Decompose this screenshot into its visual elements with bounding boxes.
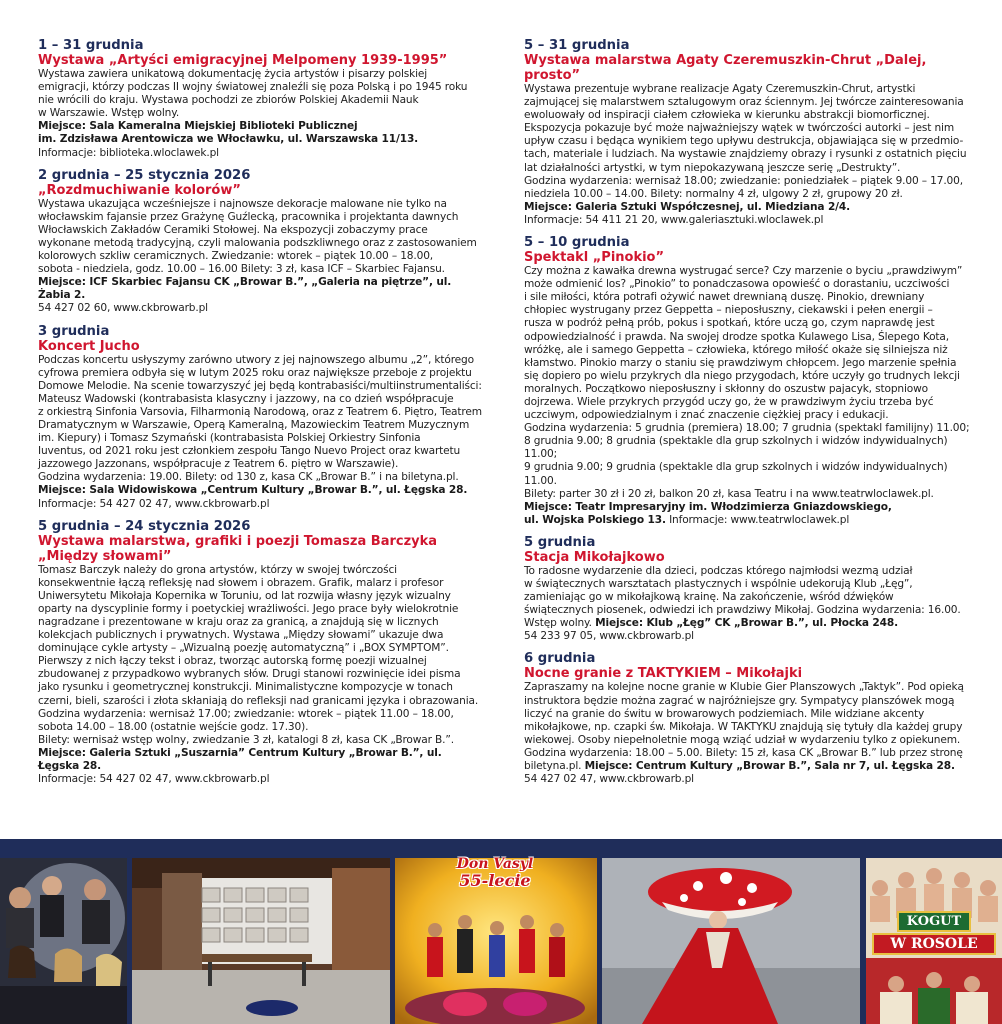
events-column-left	[38, 38, 486, 794]
event-description-text: Godzina wydarzenia: wernisaż 17.00; zwiedzanie: wtorek – piątek 11.00 – 18.00,	[38, 707, 454, 720]
event-description-line	[524, 604, 972, 617]
event-description-line	[38, 406, 486, 419]
event-info-line	[524, 214, 972, 227]
event-info-line	[524, 773, 972, 786]
event-description-line	[38, 577, 486, 590]
event-description-text: zamieniając go w mikołajkową krainę. Na zakończenie, wśród dźwięków	[524, 591, 894, 604]
event-description-line	[38, 471, 486, 484]
event-description-text: nagradzane i prezentowane w kraju oraz za granicą, a znajdują się w licznych	[38, 616, 439, 628]
event-description-line	[524, 265, 972, 278]
event-description-text: w świątecznych warsztatach plastycznych i wspólnie udekorują Klub „Łęg”,	[524, 578, 913, 590]
event-date: 5 grudnia – 24 stycznia 2026	[38, 518, 251, 534]
event-description-line	[524, 721, 972, 734]
photo-jucho-band	[0, 858, 127, 1024]
event-description	[38, 354, 486, 511]
event-description-text: lat działalności artystki, w tym niepokazywaną jeszcze serię „Destrukty”.	[524, 161, 901, 174]
event-venue: im. Zdzisława Arentowicza we Włocławku, ul. Warszawska 11/13.	[38, 133, 419, 146]
event-description-text: Wystawa prezentuje wybrane realizacje Agaty Czeremuszkin-Chrut, artystki	[524, 83, 916, 95]
event-description-line	[524, 488, 972, 501]
event-description-text: Bilety: parter 30 zł i 20 zł, balkon 20 zł, kasa Teatru i na www.teatrwloclawek.pl.	[524, 487, 934, 500]
event-description-line	[524, 188, 972, 201]
kogut-w-rosole-badge	[872, 910, 996, 956]
event-description-line	[524, 409, 972, 422]
event-title: Wystawa „Artyści emigracyjnej Melpomeny 1939-1995”	[38, 53, 448, 68]
event-description-line	[524, 304, 972, 317]
event-description-text: dojrzewa. Wiele przykrych przygód uczy go, że w prawdziwym życiu trzeba być	[524, 395, 934, 408]
event-description-text: świątecznych piosenek, odwiedzi ich prawdziwy Mikołaj. Godzina wydarzenia: 16.00.	[524, 604, 961, 617]
event-description-line	[524, 83, 972, 96]
event-description-text: jako rysunku i geometrycznej konstrukcji. Minimalistyczne kompozycje w tonach	[38, 681, 453, 694]
event-description-line	[38, 68, 486, 81]
event-venue-line	[38, 133, 486, 146]
event-description-text: Czy można z kawałka drewna wystrugać serce? Czy marzenie o byciu „prawdziwym”	[524, 265, 963, 278]
event-title: Wystawa malarstwa Agaty Czeremuszkin-Chrut „Dalej, prosto”	[524, 53, 927, 83]
event-description-text: Tomasz Barczyk należy do grona artystów, którzy w swojej twórczości	[38, 563, 397, 576]
event-description-line	[524, 278, 972, 291]
event-description-text: Zapraszamy na kolejne nocne granie w Klubie Gier Planszowych „Taktyk”. Pod opieką	[524, 681, 964, 694]
event-description-line	[524, 162, 972, 175]
event-description-line	[38, 81, 486, 94]
event-description-line	[524, 383, 972, 396]
event-description-text: zajmującej się malarstwem sztalugowym oraz ściennym. Jej twórcze zainteresowania	[524, 96, 964, 109]
event-description-line	[524, 370, 972, 383]
event-description-text: Dramatycznym w Warszawie, Operą Kameralną, Mazowieckim Teatrem Muzycznym	[38, 418, 470, 431]
event-description-text: moralnych. Początkowo nieposłuszny i skłonny do oszustw pajacyk, stopniowo	[524, 382, 928, 395]
event-description-line	[524, 681, 972, 694]
event-description-line	[524, 122, 972, 135]
event-description-text: rusza w podróż pełną prób, pokus i spotkań, które uczą go, czym naprawdę jest	[524, 317, 935, 330]
event-description-text: liczyć na granie do świtu w browarowych podziemiach. Mile widziane akcenty	[524, 707, 925, 720]
event-description-line	[38, 237, 486, 250]
event-description-text: im. Kiepury) i Tomasz Szymański (kontrabasista Polskiej Orkiestry Sinfonia	[38, 432, 421, 445]
event-description	[524, 565, 972, 644]
event-venue-line	[38, 120, 486, 133]
event-venue: ul. Wojska Polskiego 13.	[524, 513, 666, 526]
event-date: 6 grudnia	[524, 651, 596, 667]
event-description-line	[524, 109, 972, 122]
event-description-text: Wystawa zawiera unikatową dokumentację życia artystów i pisarzy polskiej	[38, 68, 428, 80]
event-title: Koncert Jucho	[38, 338, 140, 354]
event-description-text: jazzowego Jazzonans, współpracuje z Teatrem 6. piętro w Warszawie).	[38, 458, 399, 471]
event-description-line	[38, 668, 486, 681]
event-description-text: Domowe Melodie. Na scenie towarzyszyć jej będą kontrabasiści/multiinstrumentaliści:	[38, 379, 482, 392]
event-description-line	[524, 422, 972, 435]
event-venue-line	[524, 201, 972, 214]
event-description-line	[38, 734, 486, 747]
event-description-line	[38, 393, 486, 406]
event-description-line	[524, 317, 972, 330]
event-description-text: To radosne wydarzenie dla dzieci, podczas którego najmłodsi wezmą udział	[524, 564, 913, 577]
event-description-text: Uniwersytetu Mikołaja Kopernika w Toruniu, od lat rozwija własny język wizualny	[38, 589, 451, 602]
event-date: 1 – 31 grudnia	[38, 38, 144, 53]
event-info: Informacje: 54 411 21 20, www.galeriasztuki.wloclawek.pl	[524, 213, 824, 226]
event-venue: Miejsce: Galeria Sztuki „Suszarnia” Centrum Kultury „Browar B.”, ul. Łęgska 28.	[38, 746, 442, 773]
event-description-text: 8 grudnia 9.00; 8 grudnia (spektakle dla grup szkolnych i widzów indywidualnych) 11.00;	[524, 435, 948, 461]
event-entry	[524, 535, 972, 644]
event-description-line	[38, 721, 486, 734]
event-description-line	[38, 419, 486, 432]
event-description-text: wykonane metodą tradycyjną, czyli malowania podszkliwnego oraz z zastosowaniem	[38, 236, 477, 249]
event-description-line	[38, 590, 486, 603]
event-title: Nocne granie z TAKTYKIEM – Mikołajki	[524, 666, 803, 682]
event-description-text: biletyna.pl.	[524, 760, 582, 773]
event-description-text: się dopiero po wielu przykrych dla niego przygodach, które uczyły go trudnych lekcji	[524, 369, 960, 382]
event-venue: Miejsce: Galeria Sztuki Współczesnej, ul. Miedziana 2/4.	[524, 200, 850, 213]
event-description-line	[524, 331, 972, 344]
event-description-line	[524, 565, 972, 578]
event-description-text: i sile miłości, która potrafi ożywić nawet drewnianą duszę. Pinokio, drewniany	[524, 291, 925, 304]
photo-pinokio	[602, 858, 860, 1024]
event-description-line	[38, 655, 486, 668]
event-description-text: Godzina wydarzenia: 18.00 – 5.00. Bilety: 15 zł, kasa CK „Browar B.” lub przez stronę	[524, 746, 963, 759]
event-description-text: tach, materiale i ludziach. Na wystawie znajdziemy obrazy i rysunki z ostatnich pięciu	[524, 148, 967, 161]
event-description-line	[38, 458, 486, 471]
event-description-text: Pierwszy z nich łączy tekst i obraz, tworząc autorską formę poezji wizualnej	[38, 655, 427, 668]
event-description-line	[524, 148, 972, 161]
event-description-line	[38, 432, 486, 445]
event-info: 54 427 02 47, www.ckbrowarb.pl	[524, 773, 694, 786]
kogut-badge-line2: W ROSOLE	[872, 933, 996, 955]
event-description-text: wróżkę, ale i samego Geppetta – człowieka, którego miłość okaże się silniejsza niż	[524, 343, 948, 356]
event-description-line	[38, 94, 486, 107]
event-description-text: Godzina wydarzenia: 5 grudnia (premiera) 18.00; 7 grudnia (spektakl familijny) 11.00;	[524, 422, 970, 435]
event-description-line	[38, 642, 486, 655]
event-description-text: kłamstwo. Pinokio marzy o staniu się prawdziwym chłopcem. Jego marzenie spełnia	[524, 356, 957, 369]
event-entry	[38, 38, 486, 160]
event-description-line	[38, 445, 486, 458]
event-description-line	[38, 198, 486, 211]
event-description-text: może odmienić los? „Pinokio” to ponadczasowa opowieść o dorastaniu, uczciwości	[524, 278, 950, 291]
event-description-text: dominujące cykle artysty – „Wizualną poezję automatyczną” i „BOX SYMPTOM”.	[38, 642, 449, 655]
event-venue: Miejsce: Klub „Łęg” CK „Browar B.”, ul. Płocka 248.	[595, 617, 898, 630]
event-description-line	[38, 629, 486, 642]
don-vasyl-badge-name: Don Vasyl	[456, 856, 534, 872]
event-venue: Miejsce: Teatr Impresaryjny im. Włodzimierza Gniazdowskiego,	[524, 500, 892, 513]
event-description-line	[38, 681, 486, 694]
event-description-line	[524, 760, 972, 773]
event-description-text: z orkiestrą Sinfonia Varsovia, Filharmonią Narodową, oraz z Teatrem 6. Piętro, Teatrem	[38, 405, 482, 418]
event-venue-line	[524, 501, 972, 514]
event-date: 5 – 10 grudnia	[524, 235, 630, 251]
event-description	[38, 564, 486, 787]
event-description-line	[38, 616, 486, 629]
event-description-line	[38, 263, 486, 276]
event-description-line	[524, 617, 972, 630]
event-description-text: Iuventus, od 2021 roku jest członkiem zespołu Tango Nuevo Project oraz kwartetu	[38, 445, 461, 458]
event-info: Informacje: 54 427 02 47, www.ckbrowarb.pl	[38, 773, 270, 786]
event-title: Spektakl „Pinokio”	[524, 250, 665, 266]
events-column-right	[524, 38, 972, 794]
event-description-line	[38, 708, 486, 721]
event-description-text: Podczas koncertu usłyszymy zarówno utwory z jej najnowszego albumu „2”, którego	[38, 353, 474, 366]
event-info: Informacje: biblioteka.wloclawek.pl	[38, 146, 219, 159]
event-info: 54 427 02 60, www.ckbrowarb.pl	[38, 302, 208, 315]
event-title: Stacja Mikołajkowo	[524, 549, 665, 565]
event-title: „Rozdmuchiwanie kolorów”	[38, 182, 241, 198]
event-info-line	[38, 498, 486, 511]
event-description-text: w Warszawie. Wstęp wolny.	[38, 107, 180, 120]
event-description-text: chłopiec wystrugany przez Geppetta – nieposłuszny, ciekawski i pełen energii –	[524, 304, 933, 317]
event-description-text: 9 grudnia 9.00; 9 grudnia (spektakle dla grup szkolnych i widzów indywidualnych) 11.00.	[524, 461, 948, 487]
event-description-line	[524, 708, 972, 721]
event-venue: Miejsce: Sala Widowiskowa „Centrum Kultury „Browar B.”, ul. Łęgska 28.	[38, 484, 468, 497]
event-description-text: kolorowych szkliw ceramicznych. Zwiedzanie: wtorek – piątek 10.00 – 18.00,	[38, 250, 434, 263]
event-entry	[38, 168, 486, 316]
event-description-text: wiekowej. Osoby niepełnoletnie mogą wziąć udział w wydarzeniu tylko z opiekunem.	[524, 733, 961, 746]
event-description	[524, 265, 972, 527]
event-description-text: Wstęp wolny.	[524, 617, 592, 630]
event-info: Informacje: 54 427 02 47, www.ckbrowarb.pl	[38, 497, 270, 510]
event-description-line	[524, 344, 972, 357]
event-description-text: zbudowanej z przypadkowo wybranych słów. Drugi stanowi rozwinięcie idei pisma	[38, 668, 461, 681]
event-description-line	[524, 695, 972, 708]
event-entry	[38, 519, 486, 787]
event-description-text: kolekcjach publicznych i prywatnych. Wystawa „Między słowami” ukazuje dwa	[38, 629, 444, 642]
event-description	[524, 681, 972, 786]
event-info-line	[524, 630, 972, 643]
event-title: „Między słowami”	[38, 548, 172, 564]
event-description	[524, 83, 972, 227]
event-description-line	[38, 107, 486, 120]
event-venue-line	[524, 514, 972, 527]
event-description-line	[38, 354, 486, 367]
event-entry	[524, 235, 972, 527]
photo-gallery-interior	[132, 858, 390, 1024]
event-description-text: Ekspozycja pokazuje być może najważniejszy wątek w twórczości autorki – jest nim	[524, 122, 954, 135]
event-description-line	[524, 135, 972, 148]
event-description-text: mikołajkowe, np. czapki św. Mikołaja. W TAKTYKU znajdują się tytuły dla każdej grupy	[524, 720, 963, 733]
event-description-line	[524, 461, 972, 487]
event-description	[38, 198, 486, 316]
event-description-text: konsekwentnie łączą refleksję nad słowem i obrazem. Grafik, malarz i profesor	[38, 576, 444, 589]
event-venue-line	[38, 484, 486, 497]
event-date: 2 grudnia – 25 stycznia 2026	[38, 167, 251, 183]
don-vasyl-badge	[440, 856, 550, 896]
event-venue: Miejsce: ICF Skarbiec Fajansu CK „Browar B.”, „Galeria na piętrze”, ul. Żabia 2.	[38, 276, 452, 302]
event-description-line	[524, 435, 972, 461]
event-description-line	[524, 175, 972, 188]
event-info-line	[38, 302, 486, 315]
event-venue: Miejsce: Centrum Kultury „Browar B.”, Sala nr 7, ul. Łęgska 28.	[584, 760, 955, 773]
event-description-text: włocławskim fajansie przez Grażynę Guźlecką, pracownika i projektanta dawnych	[38, 210, 459, 223]
event-description-line	[38, 380, 486, 393]
event-description-text: oparty na dyscyplinie formy i poetyckiej wrażliwości. Jego prace były wielokrotnie	[38, 602, 459, 615]
event-description-text: Bilety: wernisaż wstęp wolny, zwiedzanie 3 zł, katalogi 8 zł, kasa CK „Browar B.”.	[38, 733, 454, 746]
event-description-text: czerni, bieli, szarości i złota skłaniają do refleksji nad granicami języka i obrazowania.	[38, 694, 479, 707]
event-description-line	[38, 224, 486, 237]
event-entry	[38, 324, 486, 511]
kogut-badge-line1: KOGUT	[897, 911, 971, 932]
event-entry	[524, 651, 972, 786]
event-description-line	[38, 211, 486, 224]
event-description-text: Godzina wydarzenia: wernisaż 18.00; zwiedzanie: poniedziałek – piątek 9.00 – 17.00,	[524, 174, 963, 187]
event-description-text: Włocławskich Zakładów Ceramiki Stołowej. Na ekspozycji zobaczymy prace	[38, 223, 428, 236]
event-description-line	[524, 591, 972, 604]
event-entry	[524, 38, 972, 227]
event-description-line	[38, 695, 486, 708]
event-description-line	[524, 747, 972, 760]
event-description-line	[524, 578, 972, 591]
event-description-line	[524, 96, 972, 109]
don-vasyl-badge-anniversary: 55-lecie	[459, 871, 531, 890]
event-description-text: niedziela 10.00 – 14.00. Bilety: normalny 4 zł, ulgowy 2 zł, grupowy 20 zł.	[524, 187, 903, 200]
event-date: 5 – 31 grudnia	[524, 38, 630, 53]
event-description-text: upływ czasu i będąca wynikiem tego upływu destrukcja, objawiająca się w przedmio-	[524, 135, 964, 148]
event-description-text: uczciwym, odpowiedzialnym i znać znaczenie ciężkiej pracy i edukacji.	[524, 409, 889, 422]
event-venue: Miejsce: Sala Kameralna Miejskiej Biblioteki Publicznej	[38, 120, 358, 133]
event-description-text: instruktora będzie można zagrać w najróżniejsze gry. Sympatycy planszówek mogą	[524, 694, 955, 707]
event-description-line	[524, 357, 972, 370]
event-description-line	[38, 603, 486, 616]
event-description-line	[38, 564, 486, 577]
event-description-text: nie wrócili do kraju. Wystawa pochodzi ze zbiorów Polskiej Akademii Nauk	[38, 94, 419, 107]
event-description-text: sobota 14.00 – 18.00 (ostatnie wejście godz. 17.30).	[38, 720, 309, 733]
event-info: Informacje: www.teatrwloclawek.pl	[669, 513, 850, 526]
event-info-line	[38, 773, 486, 786]
event-description-text: sobota - niedziela, godz. 10.00 – 16.00 Bilety: 3 zł, kasa ICF – Skarbiec Fajansu.	[38, 263, 445, 276]
event-title: Wystawa malarstwa, grafiki i poezji Tomasza Barczyka	[38, 533, 438, 549]
event-description-text: Wystawa ukazująca wcześniejsze i najnowsze dekoracje malowane nie tylko na	[38, 197, 447, 210]
event-date: 5 grudnia	[524, 534, 596, 550]
event-description-text: odpowiedzialność i prawda. Na swojej drodze spotka Kulawego Lisa, Ślepego Kota,	[524, 330, 949, 343]
event-venue-line	[38, 276, 486, 302]
event-venue-line	[38, 747, 486, 773]
event-description-line	[524, 396, 972, 409]
event-description-text: cyfrowa premiera odbyła się w lutym 2025 roku oraz największe przeboje z projektu	[38, 366, 472, 379]
event-description-line	[524, 734, 972, 747]
event-description-line	[38, 367, 486, 380]
event-info: 54 233 97 05, www.ckbrowarb.pl	[524, 630, 694, 643]
event-description-line	[38, 250, 486, 263]
event-description	[38, 68, 486, 160]
event-description-text: emigracji, którzy podczas II wojny światowej znaleźli się poza Polską i po 1945 roku	[38, 81, 468, 94]
event-date: 3 grudnia	[38, 323, 110, 339]
event-description-line	[524, 291, 972, 304]
event-description-text: Godzina wydarzenia: 19.00. Bilety: od 130 z, kasa CK „Browar B.” i na biletyna.pl.	[38, 471, 459, 484]
event-description-text: ewoluowały od inspiracji ciałem człowieka w kierunku abstrakcji biomorficznej.	[524, 109, 930, 122]
event-info-line	[38, 147, 486, 160]
event-description-text: Mateusz Wadowski (kontrabasista klasyczny i jazzowy, na co dzień współpracuje	[38, 392, 454, 405]
